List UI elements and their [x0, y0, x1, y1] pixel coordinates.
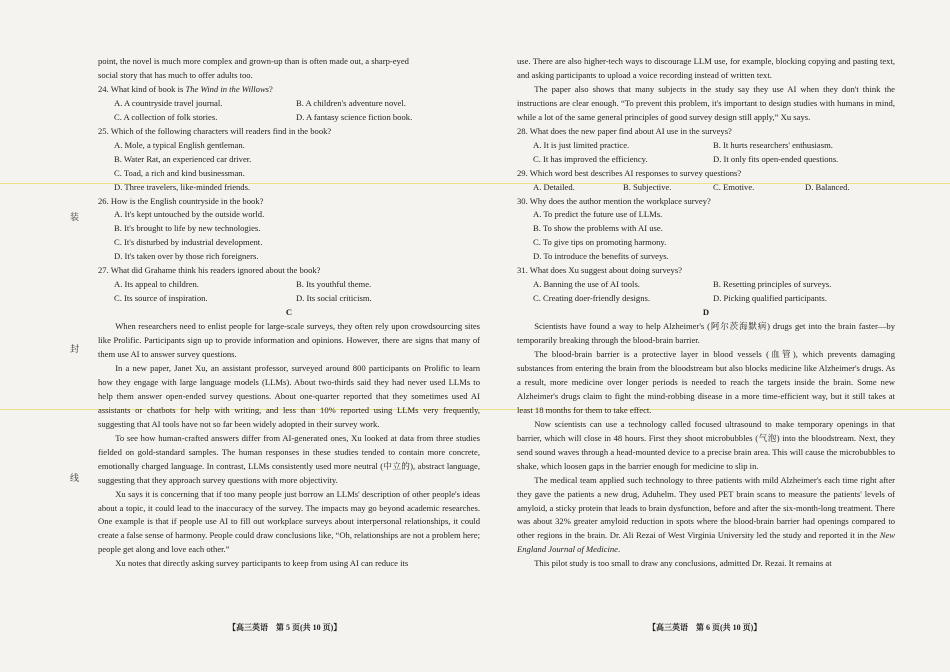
passage-d-paragraph: The blood-brain barrier is a protective layer in blood vessels (血管), which prevents damaging substances from entering the brain from the bloodstream but also blocks medicine like Alzheimer's drugs. As a result, more medicine over longer periods is needed to reach the targets inside the brain. Some new Alzheimer's drugs claim to fight the mind-robbing disease in a more time-efficient way, but it still takes at least 18 months for them to take effect.	[517, 349, 895, 415]
option-25d[interactable]: D. Three travelers, like-minded friends.	[114, 181, 251, 192]
left-column	[98, 55, 480, 571]
question-31: 31. What does Xu suggest about doing surveys?	[517, 265, 683, 276]
option-30c[interactable]: C. To give tips on promoting harmony.	[533, 237, 667, 248]
question-27: 27. What did Grahame think his readers ignored about the book?	[98, 265, 321, 276]
option-27b[interactable]: B. Its youthful theme.	[296, 279, 372, 290]
passage-d-paragraph: Scientists have found a way to help Alzheimer's (阿尔茨海默病) drugs get into the brain faster—by temporarily breaking through the blood-brain barrier.	[517, 321, 895, 346]
passage-c-paragraph: The paper also shows that many subjects in the study say they use AI when they don't think the instructions are clear enough. “To prevent this problem, it's important to design studies with humans in mind, while a lot of the same general principles of good survey design still apply,” Xu says.	[517, 83, 895, 122]
page-footer-left: 【高三英语 第 5 页(共 10 页)】	[228, 623, 342, 632]
intro-line: point, the novel is much more complex and grown-up than is often made out, a sharp-eyed	[98, 56, 409, 66]
passage-c-paragraph: In a new paper, Janet Xu, an assistant professor, surveyed around 800 participants on Prolific to learn how they engage with large language models (LLMs). About two-thirds said they had never used LLMs to help them answer open-ended survey questions. About one-quarter reported that they sometimes used AI assistants or chatbots for help with writing, and less than 10% reported using LLMs very frequently, suggesting that AI tools have not so far been widely adopted in their survey work.	[98, 362, 480, 429]
option-31d[interactable]: D. Picking qualified participants.	[713, 293, 827, 304]
option-24c[interactable]: C. A collection of folk stories.	[114, 111, 218, 122]
question-26: 26. How is the English countryside in the book?	[98, 195, 264, 206]
option-24d[interactable]: D. A fantasy science fiction book.	[296, 111, 413, 122]
option-25a[interactable]: A. Mole, a typical English gentleman.	[114, 139, 245, 150]
question-30: 30. Why does the author mention the workplace survey?	[517, 195, 711, 206]
question-24: 24. What kind of book is The Wind in the Willows?	[98, 83, 273, 94]
option-29b[interactable]: B. Subjective.	[623, 181, 672, 192]
option-27a[interactable]: A. Its appeal to children.	[114, 279, 199, 290]
passage-d-paragraph: This pilot study is too small to draw any conclusions, admitted Dr. Rezai. It remains at	[534, 558, 832, 569]
right-column	[517, 55, 895, 571]
option-25c[interactable]: C. Toad, a rich and kind businessman.	[114, 167, 245, 178]
option-26b[interactable]: B. It's brought to life by new technologies.	[114, 223, 261, 234]
passage-d-paragraph: Now scientists can use a technology called focused ultrasound to make temporary openings in that barrier, which will close in 48 hours. First they shoot microbubbles (气泡) into the bloodstream. Next, they send sound waves through a head-mounted device to a precise brain area. This will cause the microbubbles to shake, which loosen gaps in the barrier enough for medicine to slip in.	[517, 418, 895, 471]
option-30b[interactable]: B. To show the problems with AI use.	[533, 223, 663, 234]
option-26c[interactable]: C. It's disturbed by industrial development.	[114, 237, 263, 248]
section-c-heading: C	[285, 307, 293, 318]
option-29c[interactable]: C. Emotive.	[713, 181, 755, 192]
option-28c[interactable]: C. It has improved the efficiency.	[533, 153, 648, 164]
question-25: 25. Which of the following characters will readers find in the book?	[98, 125, 332, 136]
margin-mark: 封	[70, 344, 80, 354]
option-27c[interactable]: C. Its source of inspiration.	[114, 293, 208, 304]
option-31c[interactable]: C. Creating doer-friendly designs.	[533, 293, 651, 304]
journal-name: New England Journal of Medicine	[517, 530, 895, 555]
option-28d[interactable]: D. It only fits open-ended questions.	[713, 153, 839, 164]
option-26d[interactable]: D. It's taken over by those rich foreigners.	[114, 251, 259, 262]
option-31b[interactable]: B. Resetting principles of surveys.	[713, 279, 832, 290]
option-26a[interactable]: A. It's kept untouched by the outside world.	[114, 209, 265, 220]
option-30a[interactable]: A. To predict the future use of LLMs.	[533, 209, 663, 220]
question-28: 28. What does the new paper find about AI use in the surveys?	[517, 125, 732, 136]
option-28b[interactable]: B. It hurts researchers' enthusiasm.	[713, 139, 833, 150]
option-27d[interactable]: D. Its social criticism.	[296, 293, 372, 304]
passage-c-paragraph: When researchers need to enlist people for large-scale surveys, they often rely upon crowdsourcing sites like Prolific. Participants sign up to provide information and opinions. However, there are signs that many of them use AI to answer survey questions.	[98, 321, 480, 360]
option-24b[interactable]: B. A children's adventure novel.	[296, 97, 406, 108]
option-29d[interactable]: D. Balanced.	[805, 181, 850, 192]
passage-c-paragraph: use. There are also higher-tech ways to discourage LLM use, for example, blocking copying and pasting text, and asking participants to upload a voice recording instead of written text.	[517, 56, 895, 80]
margin-mark: 装	[70, 212, 80, 222]
option-30d[interactable]: D. To introduce the benefits of surveys.	[533, 251, 669, 262]
page-footer-right: 【高三英语 第 6 页(共 10 页)】	[648, 623, 762, 632]
option-24a[interactable]: A. A countryside travel journal.	[114, 97, 223, 108]
passage-c-paragraph: To see how human-crafted answers differ from AI-generated ones, Xu looked at data from three studies fielded on gold-standard samples. The human responses in these studies tended to contain more concrete, emotionally charged language. In contrast, LLMs consistently used more neutral (中立的), abstract language, suggesting that they approach survey questions with more objectivity.	[98, 432, 480, 485]
book-title: The Wind in the Willows	[185, 83, 270, 94]
intro-line: social story that has much to offer adults too.	[98, 69, 253, 80]
option-25b[interactable]: B. Water Rat, an experienced car driver.	[114, 153, 252, 164]
option-28a[interactable]: A. It is just limited practice.	[533, 139, 630, 150]
passage-d-paragraph: The medical team applied such technology to three patients with mild Alzheimer's each time right after they gave the patients a new drug, Aduhelm. They used PET brain scans to measure the patients' levels of amyloid, a sticky protein that leads to brain dysfunction, before and after the six-month-long treatment. There was about 32% greater amyloid reduction in spots where the blood-brain barrier had openings compared to other regions in the brain. Dr. Ali Rezai of West Virginia University led the study and reported it in the New England Journal of Medicine.	[517, 474, 895, 555]
passage-c-paragraph: Xu notes that directly asking survey participants to keep from using AI can reduce its	[115, 558, 409, 569]
question-29: 29. Which word best describes AI responses to survey questions?	[517, 167, 742, 178]
margin-mark: 线	[70, 473, 80, 483]
option-31a[interactable]: A. Banning the use of AI tools.	[533, 279, 640, 290]
option-29a[interactable]: A. Detailed.	[533, 181, 575, 192]
section-d-heading: D	[702, 307, 710, 318]
passage-c-paragraph: Xu says it is concerning that if too many people just borrow an LLMs' description of other people's ideas about a topic, it could lead to the inaccuracy of the survey. The impacts may go beyond academic researches. One example is that if people use AI to fill out workplace surveys about interpersonal relationships, it could create a false sense of harmony. People could draw conclusions like, “Oh, relationships are not a problem here; people get along and love each other.”	[98, 488, 480, 555]
